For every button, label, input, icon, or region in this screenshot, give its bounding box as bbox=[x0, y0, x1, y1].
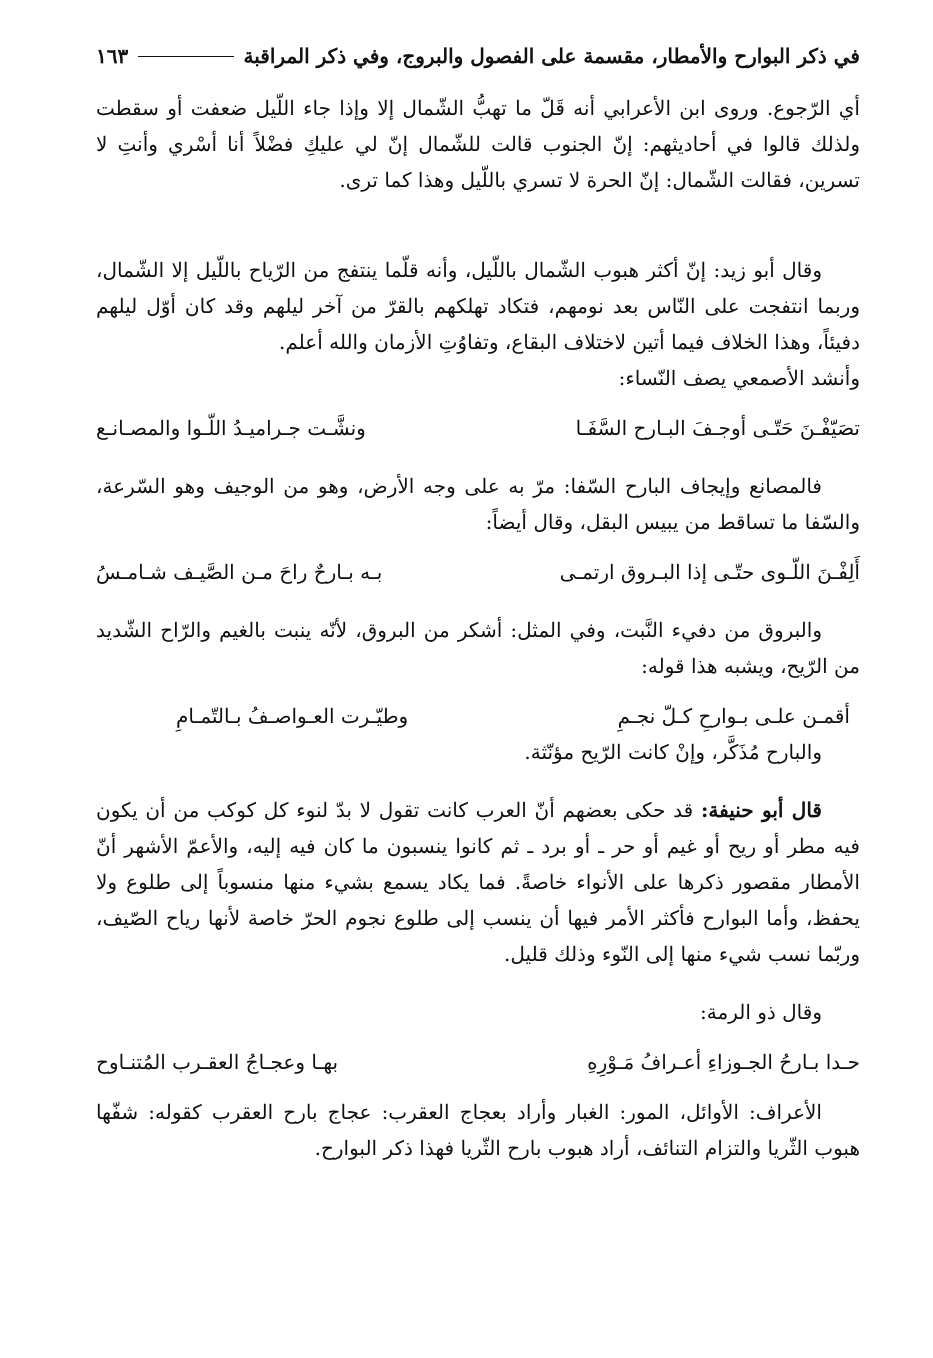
paragraph-2: وقال أبو زيد: إنّ أكثر هبوب الشّمال باللّيل، وأنه قلّما ينتفج من الرّياح باللّيل إلا الشّمال، وربما انتفجت على النّاس بعد نومهم، فتكاد تهلكهم بالقرّ من آخر ليلهم وقد كان أوّل ليلهم دفيئاً، وهذا الخلاف فيما أتين لاختلاف البقاع، وتفاوُتِ الأزمان والله أعلم. bbox=[96, 258, 860, 354]
verse-1-second-hemistich: ونشَّـت جـراميـدُ اللّـوا والمصـانـع bbox=[96, 416, 366, 440]
verse-2-second-hemistich: بـه بـارحٌ راحَ مـن الصَّيـف شـامـسُ bbox=[96, 560, 383, 584]
running-header bbox=[96, 36, 860, 76]
verse-3 bbox=[96, 698, 860, 734]
paragraph-8: وقال ذو الرمة: bbox=[700, 1000, 822, 1024]
paragraph-1: أي الرّجوع. وروى ابن الأعرابي أنه قَلّ ما تهبُّ الشّمال إلا وإذا جاء اللّيل ضعفت أو سقطت ولذلك قالوا في أحاديثهم: إنّ الجنوب قالت للشّمال إنّ لي عليكِ فضْلاً أنا أسْري وأنتِ لا تسرين، فقالت الشّمال: إنّ الحرة لا تسري باللّيل وهذا كما ترى. bbox=[96, 96, 860, 192]
paragraph-6: والبارح مُذَكَّر، وإنْ كانت الرّيح مؤنّثة. bbox=[524, 740, 822, 764]
verse-2 bbox=[96, 554, 860, 590]
verse-2-first-hemistich: أَلِفْـنَ اللّـوى حتّـى إذا البـروق ارتمـى bbox=[559, 560, 860, 584]
verse-3-first-hemistich: أقمـن علـى بـوارحِ كـلّ نجـمِ bbox=[617, 704, 850, 728]
verse-1-first-hemistich: تصَيّفْـنَ حَتّـى أوجـفَ البـارح السَّفَـا bbox=[575, 416, 860, 440]
paragraph-7-text: قد حكى بعضهم أنّ العرب كانت تقول لا بدّ لنوء كل كوكب من أن يكون فيه مطر أو ريح أو غيم أو حر ـ أو برد ـ ثم كانوا ينسبون ما كان فيه إليه، والأعمّ الأشهر أنّ الأمطار مقصور ذكرها على الأنواء خاصةً. فما يكاد يسمع بشيء منها منسوباً إلى طلوع ولا يحفظ، وأما البوارح فأكثر الأمر فيها أن ينسب إلى طلوع نجوم الحرّ خاصة لأنها رياح الصّيف، وربّما نسب شيء منها إلى النّوء وذلك قليل. bbox=[96, 798, 860, 966]
page-number: ١٦٣ bbox=[96, 44, 129, 68]
paragraph-7 bbox=[96, 792, 860, 972]
verse-3-second-hemistich: وطيّـرت العـواصـفُ بـالتّمـامِ bbox=[176, 704, 409, 728]
paragraph-7-lead: قال أبو حنيفة: bbox=[701, 798, 822, 822]
paragraph-4: فالمصانع وإيجاف البارح السّفا: مرّ به على وجه الأرض، وهو من الوجيف وهو السّرعة، والسّفا ما تساقط من يبيس البقل، وقال أيضاً: bbox=[96, 474, 860, 534]
verse-4 bbox=[96, 1044, 860, 1080]
verse-1 bbox=[96, 410, 860, 446]
paragraph-9: الأعراف: الأوائل، المور: الغبار وأراد بعجاج العقرب: عجاج بارح العقرب كقوله: شفّها هبوب الثّريا والتزام التنائف، أراد هبوب بارح الثّريا فهذا ذكر البوارح. bbox=[96, 1100, 860, 1160]
verse-4-first-hemistich: حـدا بـارحُ الجـوزاءِ أعـرافُ مَـوْرِهِ bbox=[587, 1050, 860, 1074]
book-page bbox=[96, 36, 860, 1166]
header-rule bbox=[138, 56, 233, 57]
paragraph-5: والبروق من دفيء النَّبت، وفي المثل: أشكر من البروق، لأنّه ينبت بالغيم والرّاح الشّديد من الرّيح، ويشبه هذا قوله: bbox=[96, 618, 860, 678]
paragraph-3: وأنشد الأصمعي يصف النّساء: bbox=[618, 366, 860, 390]
header-title: في ذكر البوارح والأمطار، مقسمة على الفصول والبروج، وفي ذكر المراقبة bbox=[243, 44, 860, 68]
verse-4-second-hemistich: بهـا وعجـاجُ العقـرب المُتنـاوح bbox=[96, 1050, 339, 1074]
